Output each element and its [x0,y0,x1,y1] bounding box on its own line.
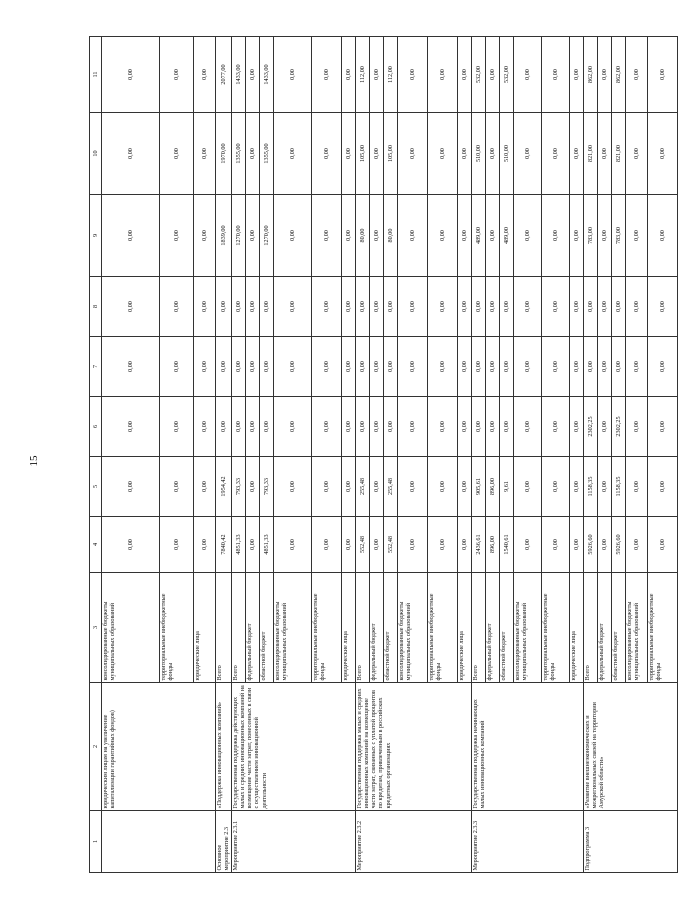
value-cell: 0,00 [458,517,472,573]
value-cell: 489,00 [472,195,486,277]
value-cell: 2302,25 [612,397,626,457]
value-cell: 0,00 [542,457,570,517]
value-cell: 0,00 [542,113,570,195]
funding-source-cell: юридические лица [194,573,216,683]
value-cell: 0,00 [428,517,458,573]
value-cell: 80,00 [356,195,370,277]
value-cell: 862,00 [584,37,598,113]
value-cell: 0,00 [598,37,612,113]
value-cell: 0,00 [458,337,472,397]
value-cell: 2302,25 [584,397,598,457]
value-cell: 0,00 [342,517,356,573]
value-cell: 0,00 [274,277,312,337]
value-cell: 0,00 [648,397,678,457]
funding-source-cell: федеральный бюджет [598,573,612,683]
value-cell: 0,00 [160,337,194,397]
value-cell: 0,00 [428,397,458,457]
value-cell: 0,00 [514,517,542,573]
funding-source-cell: консолидированные бюджеты муниципальных образований [398,573,428,683]
row-code-cell: Основное мероприятие 2.3 [216,811,232,873]
value-cell: 0,00 [160,517,194,573]
value-cell: 0,00 [160,397,194,457]
row-name-cell: «Поддержка инновационных компаний» [216,683,232,811]
value-cell: 0,00 [274,397,312,457]
value-cell: 0,00 [102,113,160,195]
value-cell: 5926,60 [612,517,626,573]
value-cell: 0,00 [570,113,584,195]
budget-table [89,36,678,873]
value-cell: 0,00 [246,37,260,113]
funding-source-cell: Всего [472,573,486,683]
value-cell: 0,00 [398,337,428,397]
value-cell: 0,00 [542,517,570,573]
value-cell: 0,00 [570,457,584,517]
value-cell: 0,00 [274,195,312,277]
value-cell: 1158,35 [584,457,598,517]
value-cell: 0,00 [342,113,356,195]
value-cell: 0,00 [648,517,678,573]
value-cell: 0,00 [216,277,232,337]
value-cell: 0,00 [216,337,232,397]
funding-source-cell: федеральный бюджет [246,573,260,683]
value-cell: 0,00 [160,277,194,337]
value-cell: 552,48 [384,517,398,573]
table-row [232,37,246,873]
value-cell: 0,00 [398,277,428,337]
value-cell: 0,00 [398,37,428,113]
funding-source-cell: Всего [232,573,246,683]
value-cell: 0,00 [458,195,472,277]
value-cell: 0,00 [102,517,160,573]
value-cell: 0,00 [384,337,398,397]
row-name-cell: юридическим лицам на увеличение капитализации гарантийных фондов) [102,683,216,811]
row-code-cell: Подпрограмма 3 [584,811,678,873]
value-cell: 0,00 [542,195,570,277]
header-cell: 8 [90,277,102,337]
value-cell: 0,00 [598,195,612,277]
value-cell: 0,00 [472,337,486,397]
value-cell: 0,00 [398,113,428,195]
value-cell: 0,00 [500,397,514,457]
value-cell: 532,00 [500,37,514,113]
value-cell: 489,00 [500,195,514,277]
value-cell: 7840,42 [216,517,232,573]
value-cell: 0,00 [472,397,486,457]
value-cell: 0,00 [486,337,500,397]
value-cell: 0,00 [428,37,458,113]
row-code-cell: Мероприятие 2.3.1 [232,811,356,873]
value-cell: 1158,35 [612,457,626,517]
funding-source-cell: федеральный бюджет [370,573,384,683]
value-cell: 0,00 [458,457,472,517]
value-cell: 0,00 [514,457,542,517]
value-cell: 0,00 [274,457,312,517]
value-cell: 0,00 [370,37,384,113]
page-number: 15 [28,455,40,467]
value-cell: 0,00 [102,195,160,277]
value-cell: 0,00 [458,113,472,195]
value-cell: 0,00 [312,517,342,573]
value-cell: 0,00 [584,337,598,397]
value-cell: 0,00 [428,457,458,517]
header-cell: 9 [90,195,102,277]
value-cell: 105,00 [356,113,370,195]
value-cell: 0,00 [274,517,312,573]
value-cell: 510,00 [500,113,514,195]
funding-source-cell: областной бюджет [260,573,274,683]
funding-source-cell: территориальные внебюджетные фонды [648,573,678,683]
value-cell: 0,00 [194,397,216,457]
value-cell: 1839,00 [216,195,232,277]
value-cell: 0,00 [648,195,678,277]
value-cell: 0,00 [648,337,678,397]
value-cell: 0,00 [648,457,678,517]
value-cell: 0,00 [232,337,246,397]
value-cell: 0,00 [472,277,486,337]
value-cell: 0,00 [370,457,384,517]
value-cell: 0,00 [312,37,342,113]
value-cell: 0,00 [232,277,246,337]
value-cell: 0,00 [486,195,500,277]
value-cell: 0,00 [542,277,570,337]
value-cell: 0,00 [370,517,384,573]
value-cell: 0,00 [232,397,246,457]
header-row [90,37,102,873]
value-cell: 0,00 [194,277,216,337]
value-cell: 0,00 [356,277,370,337]
header-cell: 5 [90,457,102,517]
value-cell: 0,00 [598,517,612,573]
value-cell: 0,00 [342,337,356,397]
value-cell: 9,61 [500,457,514,517]
value-cell: 0,00 [486,113,500,195]
value-cell: 783,00 [612,195,626,277]
value-cell: 0,00 [626,337,648,397]
value-cell: 0,00 [514,113,542,195]
value-cell: 0,00 [194,113,216,195]
value-cell: 0,00 [342,397,356,457]
row-code-cell: Мероприятие 2.3.3 [472,811,584,873]
value-cell: 0,00 [486,277,500,337]
table-row [216,37,232,873]
value-cell: 1433,00 [232,37,246,113]
funding-source-cell: Всего [356,573,370,683]
value-cell: 0,00 [648,277,678,337]
value-cell: 0,00 [312,195,342,277]
value-cell: 0,00 [246,195,260,277]
value-cell: 0,00 [570,337,584,397]
value-cell: 0,00 [398,397,428,457]
value-cell: 1954,42 [216,457,232,517]
value-cell: 1355,00 [232,113,246,195]
value-cell: 0,00 [584,277,598,337]
value-cell: 0,00 [458,397,472,457]
value-cell: 0,00 [598,397,612,457]
value-cell: 1433,00 [260,37,274,113]
value-cell: 532,00 [472,37,486,113]
value-cell: 0,00 [428,277,458,337]
value-cell: 0,00 [160,113,194,195]
value-cell: 0,00 [626,195,648,277]
value-cell: 0,00 [398,195,428,277]
value-cell: 0,00 [486,37,500,113]
value-cell: 0,00 [194,457,216,517]
value-cell: 255,48 [384,457,398,517]
value-cell: 0,00 [160,195,194,277]
value-cell: 0,00 [626,277,648,337]
funding-source-cell: консолидированные бюджеты муниципальных образований [102,573,160,683]
value-cell: 0,00 [612,337,626,397]
table-row [102,37,160,873]
header-cell: 2 [90,683,102,811]
value-cell: 0,00 [626,37,648,113]
value-cell: 0,00 [274,37,312,113]
value-cell: 0,00 [384,277,398,337]
funding-source-cell: юридические лица [458,573,472,683]
value-cell: 1270,00 [232,195,246,277]
funding-source-cell: юридические лица [570,573,584,683]
value-cell: 0,00 [458,277,472,337]
row-name-cell: Государственная поддержка действующих малых и средних инновационных компаний на возмещение части затрат, понесенных в связи с осуществлением инновационной деятельности [232,683,356,811]
funding-source-cell: консолидированные бюджеты муниципальных образований [514,573,542,683]
funding-source-cell: федеральный бюджет [486,573,500,683]
value-cell: 0,00 [370,277,384,337]
value-cell: 552,48 [356,517,370,573]
value-cell: 905,61 [472,457,486,517]
value-cell: 0,00 [384,397,398,457]
value-cell: 0,00 [398,457,428,517]
value-cell: 0,00 [598,337,612,397]
row-code-cell: Мероприятие 2.3.2 [356,811,472,873]
value-cell: 0,00 [246,113,260,195]
funding-source-cell: территориальные внебюджетные фонды [428,573,458,683]
value-cell: 2077,00 [216,37,232,113]
value-cell: 0,00 [542,37,570,113]
value-cell: 0,00 [260,277,274,337]
value-cell: 80,00 [384,195,398,277]
header-cell: 1 [90,811,102,873]
value-cell: 1540,61 [500,517,514,573]
header-cell: 4 [90,517,102,573]
value-cell: 0,00 [312,397,342,457]
value-cell: 0,00 [626,113,648,195]
value-cell: 0,00 [370,195,384,277]
value-cell: 0,00 [648,113,678,195]
row-name-cell: Государственная поддержка начинающих малых инновационных компаний [472,683,584,811]
value-cell: 0,00 [514,37,542,113]
value-cell: 0,00 [342,195,356,277]
table-row [356,37,370,873]
value-cell: 0,00 [194,517,216,573]
value-cell: 0,00 [274,337,312,397]
value-cell: 0,00 [428,113,458,195]
value-cell: 4851,33 [260,517,274,573]
funding-source-cell: областной бюджет [612,573,626,683]
value-cell: 0,00 [246,517,260,573]
table-row [472,37,486,873]
value-cell: 0,00 [570,37,584,113]
value-cell: 0,00 [598,457,612,517]
value-cell: 0,00 [102,277,160,337]
value-cell: 0,00 [160,457,194,517]
funding-source-cell: областной бюджет [384,573,398,683]
value-cell: 0,00 [514,397,542,457]
funding-source-cell: юридические лица [342,573,356,683]
value-cell: 1355,00 [260,113,274,195]
value-cell: 793,33 [260,457,274,517]
value-cell: 0,00 [626,457,648,517]
value-cell: 0,00 [160,37,194,113]
value-cell: 0,00 [102,37,160,113]
funding-source-cell: областной бюджет [500,573,514,683]
value-cell: 0,00 [486,397,500,457]
value-cell: 793,33 [232,457,246,517]
value-cell: 105,00 [384,113,398,195]
value-cell: 0,00 [570,517,584,573]
header-cell: 7 [90,337,102,397]
value-cell: 510,00 [472,113,486,195]
table-row [584,37,598,873]
funding-source-cell: Всего [216,573,232,683]
value-cell: 0,00 [260,397,274,457]
value-cell: 0,00 [370,337,384,397]
value-cell: 783,00 [584,195,598,277]
value-cell: 0,00 [312,277,342,337]
value-cell: 0,00 [216,397,232,457]
value-cell: 0,00 [598,277,612,337]
value-cell: 0,00 [194,337,216,397]
value-cell: 0,00 [246,397,260,457]
value-cell: 0,00 [570,397,584,457]
value-cell: 0,00 [194,37,216,113]
value-cell: 112,00 [356,37,370,113]
funding-source-cell: территориальные внебюджетные фонды [312,573,342,683]
value-cell: 0,00 [342,277,356,337]
value-cell: 0,00 [194,195,216,277]
value-cell: 2436,61 [472,517,486,573]
value-cell: 0,00 [260,337,274,397]
value-cell: 0,00 [428,337,458,397]
value-cell: 0,00 [356,337,370,397]
value-cell: 112,00 [384,37,398,113]
funding-source-cell: консолидированные бюджеты муниципальных образований [274,573,312,683]
value-cell: 0,00 [312,457,342,517]
value-cell: 0,00 [626,397,648,457]
value-cell: 821,00 [584,113,598,195]
value-cell: 0,00 [246,337,260,397]
funding-source-cell: территориальные внебюджетные фонды [160,573,194,683]
value-cell: 821,00 [612,113,626,195]
value-cell: 0,00 [514,337,542,397]
value-cell: 0,00 [312,113,342,195]
value-cell: 0,00 [370,397,384,457]
value-cell: 0,00 [102,337,160,397]
value-cell: 0,00 [356,397,370,457]
value-cell: 1970,00 [216,113,232,195]
value-cell: 0,00 [398,517,428,573]
funding-source-cell: Всего [584,573,598,683]
value-cell: 1270,00 [260,195,274,277]
value-cell: 0,00 [542,337,570,397]
value-cell: 0,00 [342,37,356,113]
value-cell: 862,00 [612,37,626,113]
value-cell: 0,00 [612,277,626,337]
value-cell: 0,00 [102,397,160,457]
value-cell: 0,00 [500,337,514,397]
value-cell: 0,00 [102,457,160,517]
funding-source-cell: консолидированные бюджеты муниципальных образований [626,573,648,683]
value-cell: 0,00 [598,113,612,195]
header-cell: 3 [90,573,102,683]
value-cell: 0,00 [570,195,584,277]
value-cell: 0,00 [542,397,570,457]
row-code-cell [102,811,216,873]
value-cell: 0,00 [246,277,260,337]
value-cell: 0,00 [458,37,472,113]
header-cell: 11 [90,37,102,113]
value-cell: 4851,33 [232,517,246,573]
value-cell: 0,00 [428,195,458,277]
value-cell: 0,00 [514,195,542,277]
value-cell: 896,00 [486,517,500,573]
value-cell: 0,00 [342,457,356,517]
value-cell: 896,00 [486,457,500,517]
value-cell: 0,00 [570,277,584,337]
value-cell: 0,00 [500,277,514,337]
value-cell: 0,00 [514,277,542,337]
value-cell: 255,48 [356,457,370,517]
header-cell: 10 [90,113,102,195]
value-cell: 0,00 [648,37,678,113]
row-name-cell: «Развитие внешнеэкономических и межрегиональных связей на территории Амурской области» [584,683,678,811]
header-cell: 6 [90,397,102,457]
value-cell: 0,00 [312,337,342,397]
value-cell: 0,00 [274,113,312,195]
row-name-cell: Государственная поддержка малых и средних инновационных компаний на возмещение части затрат, связанных с уплатой процентов по кредитам, привлеченным в российских кредитных организациях [356,683,472,811]
value-cell: 5926,60 [584,517,598,573]
budget-table-sheet [89,37,666,873]
value-cell: 0,00 [370,113,384,195]
value-cell: 0,00 [626,517,648,573]
funding-source-cell: территориальные внебюджетные фонды [542,573,570,683]
value-cell: 0,00 [246,457,260,517]
